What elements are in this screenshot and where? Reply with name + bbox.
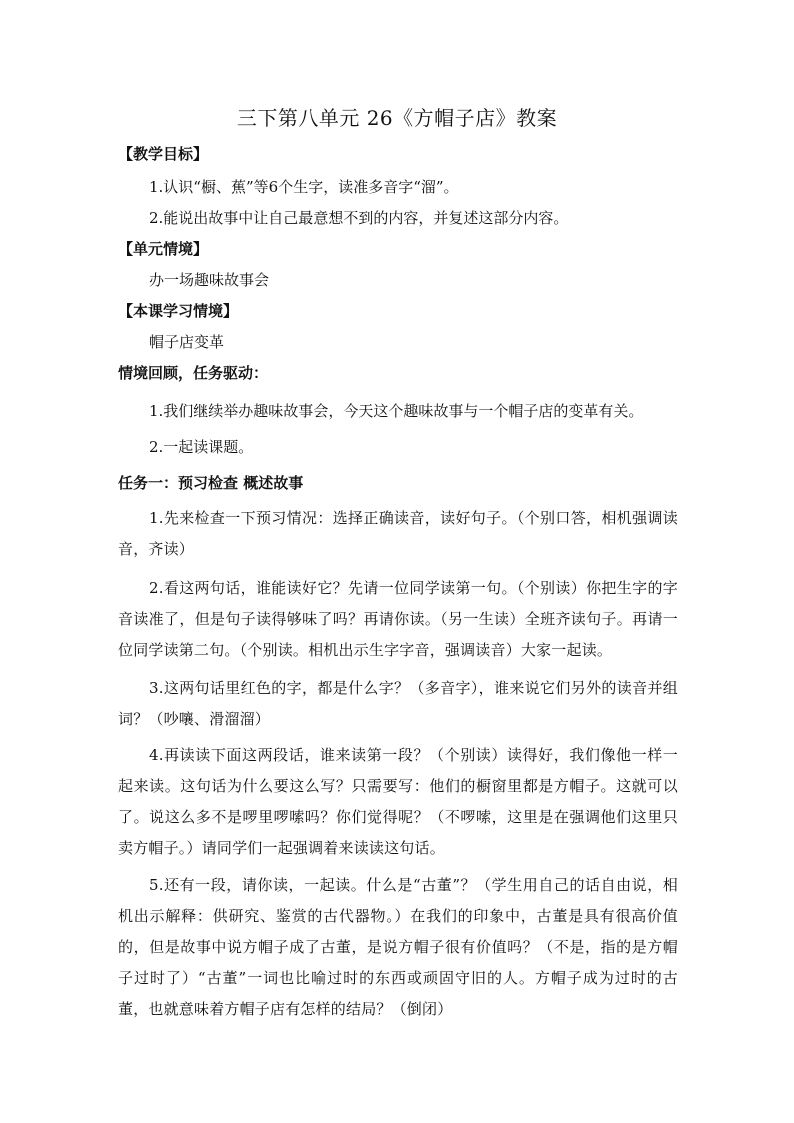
paragraph-4: 4.再读读下面这两段话，谁来读第一段？（个别读）读得好，我们像他一样一起来读。这句话为什么要这么写？只需要写：他们的橱窗里都是方帽子。这就可以了。说这么多不是啰里啰嗦吗？你们觉得呢？（不啰嗦，这里是在强调他们这里只卖方帽子。）请同学们一起强调着来读读这句话。 — [118, 746, 678, 857]
lesson-context-text: 帽子店变革 — [149, 333, 225, 351]
heading-task-one: 任务一：预习检查 概述故事 — [118, 474, 304, 492]
goal-item-1: 1.认识“橱、蕉”等6个生字，读准多音字“溜”。 — [149, 178, 459, 196]
paragraph-2: 2.看这两句话，谁能读好它？先请一位同学读第一句。（个别读）你把生字的字音读准了，但是句子读得够味了吗？再请你读。（另一生读）全班齐读句子。再请一位同学读第二句。（个别读。相机出示生字字音，强调读音）大家一起读。 — [118, 579, 678, 659]
paragraph-3: 3.这两句话里红色的字，都是什么字？（多音字），谁来说它们另外的读音并组词？（吵嚷、滑溜溜） — [118, 679, 678, 728]
review-item-1: 1.我们继续举办趣味故事会，今天这个趣味故事与一个帽子店的变革有关。 — [149, 402, 644, 420]
document-title: 三下第八单元 26《方帽子店》教案 — [236, 106, 558, 130]
heading-lesson-context: 【本课学习情境】 — [118, 302, 239, 320]
heading-teaching-goals: 【教学目标】 — [118, 145, 209, 163]
heading-unit-context: 【单元情境】 — [118, 240, 209, 258]
unit-context-text: 办一场趣味故事会 — [149, 271, 270, 289]
paragraph-5: 5.还有一段，请你读，一起读。什么是“古董”？（学生用自己的话自由说，相机出示解释：供研究、鉴赏的古代器物。）在我们的印象中，古董是具有很高价值的，但是故事中说方帽子成了古董，是说方帽子很有价值吗？（不是，指的是方帽子过时了）“古董”一词也比喻过时的东西或顽固守旧的人。方帽子成为过时的古董，也就意味着方帽子店有怎样的结局？（倒闭） — [118, 876, 678, 1018]
goal-item-2: 2.能说出故事中让自己最意想不到的内容，并复述这部分内容。 — [149, 209, 569, 227]
review-item-2: 2.一起读课题。 — [149, 438, 254, 456]
paragraph-1: 1.先来检查一下预习情况：选择正确读音，读好句子。（个别口答，相机强调读音，齐读） — [118, 509, 678, 558]
heading-review: 情境回顾，任务驱动： — [118, 364, 269, 382]
